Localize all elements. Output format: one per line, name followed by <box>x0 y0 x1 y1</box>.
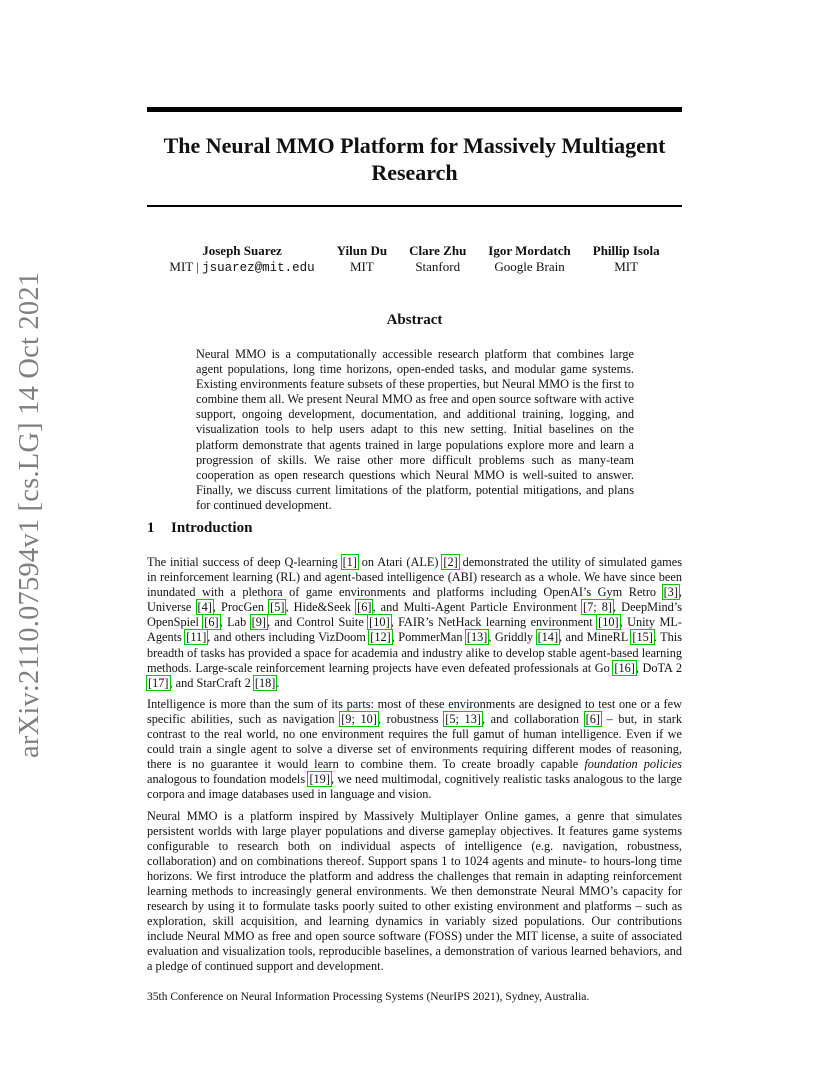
citation-link[interactable]: [2] <box>443 555 458 569</box>
citation-link[interactable]: [10] <box>598 615 619 630</box>
citation-link[interactable]: [11] <box>186 630 207 645</box>
author-name: Clare Zhu <box>409 243 467 258</box>
author-affiliation: Stanford <box>415 259 461 274</box>
citation-link[interactable]: [18] <box>254 675 276 690</box>
body-paragraph: Intelligence is more than the sum of its parts: most of these environments are designed to test one or a few specific abilities, such as navigation [9; 10], robustness [5; 13], and collaboration [6] – but, in stark contrast to the real world, no one environment requires the full gamut of human intelligence. Even if we could train a single agent to solve a diverse set of environments requiring different modes of reasoning, there is no guarantee it would learn to combine them. To create broadly capable foundation policies analogous to foundation models [19], we need multimodal, cognitively realistic tasks analogous to the large corpora and image databases used in language and vision. <box>147 696 682 802</box>
citation-link[interactable]: [13] <box>466 630 488 645</box>
author-affiliation: MIT | jsuarez@mit.edu <box>169 259 315 275</box>
citation-link[interactable]: [16] <box>614 660 635 675</box>
author-affiliation: MIT <box>614 259 639 274</box>
author-name: Igor Mordatch <box>488 243 571 258</box>
body-paragraph: Neural MMO is a platform inspired by Massively Multiplayer Online games, a genre that simulates persistent worlds with large player populations and diverse gameplay objectives. It features game systems configurable to research both on individual aspects of intelligence (e.g. navigation, robustness, collaboration) and on combinations thereof. Support spans 1 to 1024 agents and minute- to hours-long time horizons. We first introduce the platform and address the challenges that remain in adapting reinforcement learning methods to increasingly general environments. We then demonstrate Neural MMO’s capacity for research by using it to formulate tasks poorly suited to other existing environment and platforms – such as exploration, skill acquisition, and learning dynamics in variably sized populations. Our contributions include Neural MMO as free and open source software (FOSS) under the MIT license, a suite of associated evaluation and visualization tools, reproducible baselines, a demonstration of various learned behaviors, and a pledge of continued support and development. <box>147 808 682 974</box>
citation-link[interactable]: [9; 10] <box>341 711 377 726</box>
citation-link[interactable]: [6] <box>204 615 219 630</box>
body-paragraph: The initial success of deep Q-learning [1] on Atari (ALE) [2] demonstrated the utility of simulated games in reinforcement learning (RL) and agent-based intelligence (ABI) research as a whole. We have since been inundated with a plethora of game environments and platforms including OpenAI’s Gym Retro [3], Universe [4], ProcGen [5], Hide&Seek [6], and Multi-Agent Particle Environment [7; 8], DeepMind’s OpenSpiel [6], Lab [9], and Control Suite [10], FAIR’s NetHack learning environment [10], Unity ML-Agents [11], and others including VizDoom [12], PommerMan [13], Griddly [14], and MineRL [15]. This breadth of tasks has provided a space for academia and industry alike to develop stable agent-based learning methods. Large-scale reinforcement learning projects have even defeated professionals at Go [16], DoTA 2 [17], and StarCraft 2 [18]. <box>147 555 682 690</box>
citation-link[interactable]: [10] <box>369 615 390 630</box>
author-list <box>147 243 682 276</box>
author-block <box>409 243 466 276</box>
arxiv-identifier: arXiv:2110.07594v1 [cs.LG] 14 Oct 2021 <box>14 271 45 758</box>
abstract-heading: Abstract <box>386 312 443 328</box>
citation-link[interactable]: [19] <box>309 772 330 787</box>
citation-link[interactable]: [5] <box>270 600 285 615</box>
author-block <box>337 243 387 276</box>
introduction-body <box>147 555 682 981</box>
author-affiliation: Google Brain <box>494 259 565 274</box>
author-email: jsuarez@mit.edu <box>202 261 315 275</box>
title-bottom-rule <box>147 205 682 207</box>
author-name: Joseph Suarez <box>202 243 282 258</box>
emphasized-term: foundation policies <box>584 757 682 772</box>
author-affiliation: MIT <box>349 259 374 274</box>
citation-link[interactable]: [1] <box>342 555 357 569</box>
author-block <box>593 243 660 276</box>
citation-link[interactable]: [17] <box>148 675 169 690</box>
section-title: Introduction <box>171 520 253 536</box>
citation-link[interactable]: [4] <box>197 600 212 615</box>
citation-link[interactable]: [12] <box>370 630 391 645</box>
author-name: Phillip Isola <box>592 243 660 258</box>
citation-link[interactable]: [9] <box>251 615 266 630</box>
citation-link[interactable]: [15] <box>632 630 653 645</box>
citation-link[interactable]: [14] <box>537 630 559 645</box>
citation-link[interactable]: [3] <box>663 585 678 600</box>
author-name: Yilun Du <box>336 243 388 258</box>
citation-link[interactable]: [6] <box>585 711 600 726</box>
author-block <box>488 243 570 276</box>
title-top-rule <box>147 107 682 112</box>
conference-footnote: 35th Conference on Neural Information Processing Systems (NeurIPS 2021), Sydney, Australia. <box>147 991 590 1003</box>
citation-link[interactable]: [5; 13] <box>445 711 481 726</box>
citation-link[interactable]: [6] <box>357 600 372 615</box>
section-number: 1 <box>147 520 155 536</box>
abstract-text: Neural MMO is a computationally accessible research platform that combines large agent populations, long time horizons, open-ended tasks, and modular game systems. Existing environments feature subsets of these properties, but Neural MMO is the first to combine them all. We present Neural MMO as free and open source software with active support, ongoing development, documentation, and additional training, logging, and visualization tools to help users adapt to this new setting. Initial baselines on the platform demonstrate that agents trained in large populations explore more and learn a progression of skills. We raise other more difficult problems such as many-team cooperation as open research questions which Neural MMO is well-suited to answer. Finally, we discuss current limitations of the platform, potential mitigations, and plans for continued development. <box>196 347 634 512</box>
citation-link[interactable]: [7; 8] <box>583 600 613 615</box>
author-block <box>169 243 314 276</box>
paper-title: The Neural MMO Platform for Massively Multiagent Research <box>163 133 666 185</box>
section-heading <box>147 520 252 537</box>
